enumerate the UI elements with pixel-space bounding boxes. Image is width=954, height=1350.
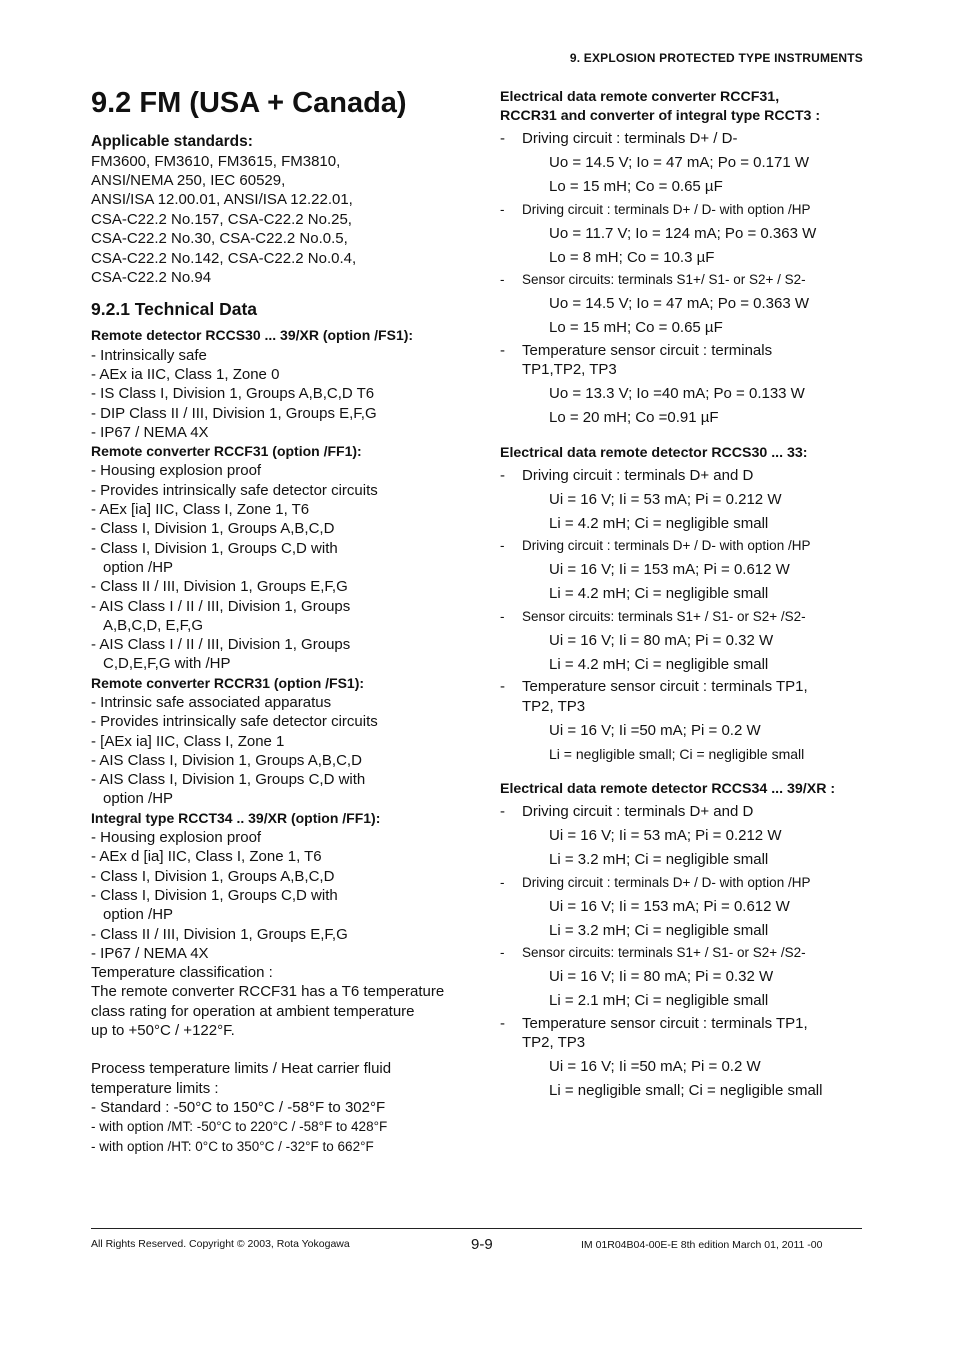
- spec-item-label: Driving circuit : terminals D+ / D- with option /HP: [522, 201, 811, 217]
- text-line: - Housing explosion proof: [91, 462, 262, 480]
- spec-value: Uo = 14.5 V; Io = 47 mA; Po = 0.171 W: [549, 154, 810, 171]
- text-line: - with option /MT: -50°C to 220°C / -58°F to 428°F: [91, 1119, 388, 1135]
- text-line: The remote converter RCCF31 has a T6 temperature: [91, 983, 445, 1001]
- text-line: Electrical data remote converter RCCF31,: [500, 89, 780, 105]
- text-line: - AEx [ia] IIC, Class I, Zone 1, T6: [91, 501, 310, 519]
- process-heading: [91, 1059, 466, 1098]
- rccr31-list: [91, 693, 466, 809]
- rccs30-electrical-items: [500, 466, 872, 765]
- spec-value: Ui = 16 V; Ii = 53 mA; Pi = 0.212 W: [549, 827, 782, 844]
- text-line: - Class II / III, Division 1, Groups E,F,G: [91, 925, 348, 943]
- spec-value: Li = 4.2 mH; Ci = negligible small: [549, 514, 769, 532]
- rccs34-electrical-heading: Electrical data remote detector RCCS34 ... 39/XR :: [500, 781, 836, 797]
- text-line: CSA-C22.2 No.142, CSA-C22.2 No.0.4,: [91, 249, 357, 267]
- text-line: Process temperature limits / Heat carrier fluid: [91, 1060, 392, 1078]
- rccf31-heading: Remote converter RCCF31 (option /FF1):: [91, 443, 362, 460]
- spec-value: Lo = 8 mH; Co = 10.3 µF: [549, 248, 715, 266]
- spec-item-label: Driving circuit : terminals D+ / D- with option /HP: [522, 538, 811, 553]
- text-line: - Class I, Division 1, Groups C,D with: [91, 886, 338, 904]
- spec-item-label: Driving circuit : terminals D+ / D-: [522, 130, 738, 147]
- rccr31-heading: Remote converter RCCR31 (option /FS1):: [91, 674, 365, 691]
- spec-value: Li = negligible small; Ci = negligible small: [549, 1082, 823, 1099]
- text-line: FM3600, FM3610, FM3615, FM3810,: [91, 152, 341, 170]
- spec-value: Ui = 16 V; Ii =50 mA; Pi = 0.2 W: [549, 721, 761, 739]
- text-line: option /HP: [103, 558, 174, 576]
- text-line: - DIP Class II / III, Division 1, Groups E,F,G: [91, 404, 377, 422]
- text-line: ANSI/NEMA 250, IEC 60529,: [91, 171, 286, 189]
- standards-heading: Applicable standards:: [91, 133, 253, 150]
- spec-item: [500, 1014, 872, 1053]
- text-line: ANSI/ISA 12.00.01, ANSI/ISA 12.22.01,: [91, 191, 353, 209]
- spec-item: [500, 270, 872, 290]
- page-title: 9.2 FM (USA + Canada): [91, 87, 407, 119]
- text-line: - Provides intrinsically safe detector circuits: [91, 713, 378, 731]
- spec-value: Ui = 16 V; Ii = 80 mA; Pi = 0.32 W: [549, 968, 774, 985]
- text-line: - Class I, Division 1, Groups A,B,C,D: [91, 867, 335, 885]
- text-line: CSA-C22.2 No.94: [91, 268, 212, 286]
- rccs30-list: [91, 346, 466, 442]
- bullet-dash: -: [500, 803, 505, 820]
- spec-value: Ui = 16 V; Ii =50 mA; Pi = 0.2 W: [549, 1058, 761, 1075]
- bullet-dash: -: [500, 945, 505, 960]
- bullet-dash: -: [500, 538, 505, 553]
- text-line: C,D,E,F,G with /HP: [103, 655, 231, 673]
- spec-item-label: Temperature sensor circuit : terminals TP1, TP2, TP3: [522, 678, 808, 715]
- rccf31-electrical-items: [500, 129, 872, 428]
- text-line: - Class I, Division 1, Groups A,B,C,D: [91, 520, 335, 538]
- spec-item: [500, 200, 872, 220]
- rccs30-electrical-heading: Electrical data remote detector RCCS30 ... 33:: [500, 444, 808, 461]
- technical-data-heading: 9.2.1 Technical Data: [91, 299, 258, 320]
- spec-item-label: Driving circuit : terminals D+ / D- with option /HP: [522, 874, 811, 890]
- spacer: [91, 1040, 466, 1059]
- text-line: - Housing explosion proof: [91, 829, 262, 847]
- text-line: - IP67 / NEMA 4X: [91, 944, 209, 962]
- spec-value: Ui = 16 V; Ii = 153 mA; Pi = 0.612 W: [549, 897, 790, 915]
- spec-item: [500, 943, 872, 963]
- text-line: temperature limits :: [91, 1079, 219, 1097]
- spec-item: [500, 873, 872, 893]
- bullet-dash: -: [500, 678, 505, 695]
- spec-item: [500, 466, 872, 486]
- bullet-dash: -: [500, 874, 505, 890]
- spec-value: Uo = 11.7 V; Io = 124 mA; Po = 0.363 W: [549, 224, 817, 242]
- spec-value: Li = 4.2 mH; Ci = negligible small: [549, 585, 769, 602]
- spec-value: Uo = 13.3 V; Io =40 mA; Po = 0.133 W: [549, 385, 805, 402]
- spec-value: Li = 3.2 mH; Ci = negligible small: [549, 921, 769, 939]
- spec-item-label: Sensor circuits: terminals S1+ / S1- or S2+ /S2-: [522, 945, 806, 960]
- rccs30-heading: Remote detector RCCS30 ... 39/XR (option /FS1):: [91, 327, 414, 344]
- spec-value: Li = 2.1 mH; Ci = negligible small: [549, 992, 769, 1009]
- spec-item: [500, 677, 872, 716]
- text-line: RCCR31 and converter of integral type RCCT3 :: [500, 108, 821, 124]
- text-line: - IP67 / NEMA 4X: [91, 423, 209, 441]
- spec-item-label: Temperature sensor circuit : terminals TP1, TP2, TP3: [522, 1014, 808, 1051]
- spec-item: [500, 341, 872, 380]
- rcct34-list: [91, 828, 466, 963]
- spec-value: Ui = 16 V; Ii = 153 mA; Pi = 0.612 W: [549, 561, 790, 578]
- page-number: 9-9: [471, 1236, 493, 1253]
- spec-value: Li = negligible small; Ci = negligible small: [549, 745, 805, 762]
- text-line: - AEx ia IIC, Class 1, Zone 0: [91, 365, 280, 383]
- text-line: - [AEx ia] IIC, Class I, Zone 1: [91, 732, 285, 750]
- rccs34-electrical-items: [500, 802, 872, 1101]
- text-line: - AIS Class I, Division 1, Groups A,B,C,D: [91, 751, 362, 769]
- bullet-dash: -: [500, 201, 505, 217]
- text-line: - Provides intrinsically safe detector circuits: [91, 481, 378, 499]
- text-line: CSA-C22.2 No.30, CSA-C22.2 No.0.5,: [91, 230, 348, 248]
- temp-class-text: [91, 982, 466, 1040]
- text-line: - Intrinsic safe associated apparatus: [91, 693, 332, 711]
- text-line: - Class I, Division 1, Groups C,D with: [91, 539, 338, 557]
- spec-value: Ui = 16 V; Ii = 53 mA; Pi = 0.212 W: [549, 490, 782, 508]
- spec-value: Lo = 15 mH; Co = 0.65 µF: [549, 178, 723, 195]
- right-column: [500, 88, 872, 1101]
- text-line: - Standard : -50°C to 150°C / -58°F to 302°F: [91, 1098, 386, 1116]
- standards-list: [91, 152, 466, 288]
- temp-class-heading: Temperature classification :: [91, 964, 273, 982]
- text-line: CSA-C22.2 No.157, CSA-C22.2 No.25,: [91, 210, 352, 228]
- spec-item: [500, 536, 872, 556]
- bullet-dash: -: [500, 466, 505, 484]
- text-line: - with option /HT: 0°C to 350°C / -32°F to 662°F: [91, 1139, 374, 1155]
- spacer: [500, 428, 872, 444]
- spec-item-label: Driving circuit : terminals D+ and D: [522, 466, 754, 484]
- bullet-dash: -: [500, 341, 505, 359]
- spec-value: Li = 3.2 mH; Ci = negligible small: [549, 851, 769, 868]
- spacer: [500, 764, 872, 780]
- text-line: option /HP: [103, 906, 174, 924]
- spec-value: Ui = 16 V; Ii = 80 mA; Pi = 0.32 W: [549, 631, 774, 649]
- text-line: - Intrinsically safe: [91, 346, 207, 364]
- spec-item-label: Sensor circuits: terminals S1+/ S1- or S2+ / S2-: [522, 272, 806, 287]
- text-line: - AEx d [ia] IIC, Class I, Zone 1, T6: [91, 848, 322, 866]
- footer-doc-id: IM 01R04B04-00E-E 8th edition March 01, 2011 -00: [581, 1239, 823, 1251]
- bullet-dash: -: [500, 272, 505, 287]
- spec-value: Li = 4.2 mH; Ci = negligible small: [549, 655, 769, 673]
- text-line: class rating for operation at ambient temperature: [91, 1002, 415, 1020]
- footer-rule: [91, 1228, 862, 1229]
- text-line: - AIS Class I / II / III, Division 1, Groups: [91, 636, 351, 654]
- process-limits-list: [91, 1098, 466, 1157]
- rccf31-electrical-heading: [500, 88, 872, 126]
- spec-value: Lo = 15 mH; Co = 0.65 µF: [549, 319, 723, 336]
- text-line: A,B,C,D, E,F,G: [103, 616, 204, 634]
- footer-copyright: All Rights Reserved. Copyright © 2003, Rota Yokogawa: [91, 1238, 350, 1250]
- text-line: option /HP: [103, 790, 174, 808]
- text-line: - AIS Class I, Division 1, Groups C,D with: [91, 771, 366, 789]
- spec-item-label: Driving circuit : terminals D+ and D: [522, 803, 754, 820]
- spec-item-label: Temperature sensor circuit : terminals TP1,TP2, TP3: [522, 341, 773, 378]
- rcct34-heading: Integral type RCCT34 .. 39/XR (option /FF1):: [91, 809, 381, 826]
- rccf31-list: [91, 461, 466, 673]
- text-line: - Class II / III, Division 1, Groups E,F,G: [91, 578, 348, 596]
- spec-value: Uo = 14.5 V; Io = 47 mA; Po = 0.363 W: [549, 295, 810, 312]
- bullet-dash: -: [500, 608, 505, 624]
- left-column: [91, 86, 466, 1157]
- spec-value: Lo = 20 mH; Co =0.91 µF: [549, 409, 719, 426]
- chapter-header: 9. EXPLOSION PROTECTED TYPE INSTRUMENTS: [569, 51, 863, 65]
- spec-item: [500, 607, 872, 627]
- text-line: - AIS Class I / II / III, Division 1, Groups: [91, 597, 351, 615]
- spec-item: [500, 802, 872, 822]
- bullet-dash: -: [500, 1014, 505, 1032]
- spec-item: [500, 129, 872, 149]
- spec-item-label: Sensor circuits: terminals S1+ / S1- or S2+ /S2-: [522, 608, 806, 624]
- text-line: up to +50°C / +122°F.: [91, 1022, 235, 1040]
- bullet-dash: -: [500, 130, 505, 147]
- text-line: - IS Class I, Division 1, Groups A,B,C,D T6: [91, 385, 375, 403]
